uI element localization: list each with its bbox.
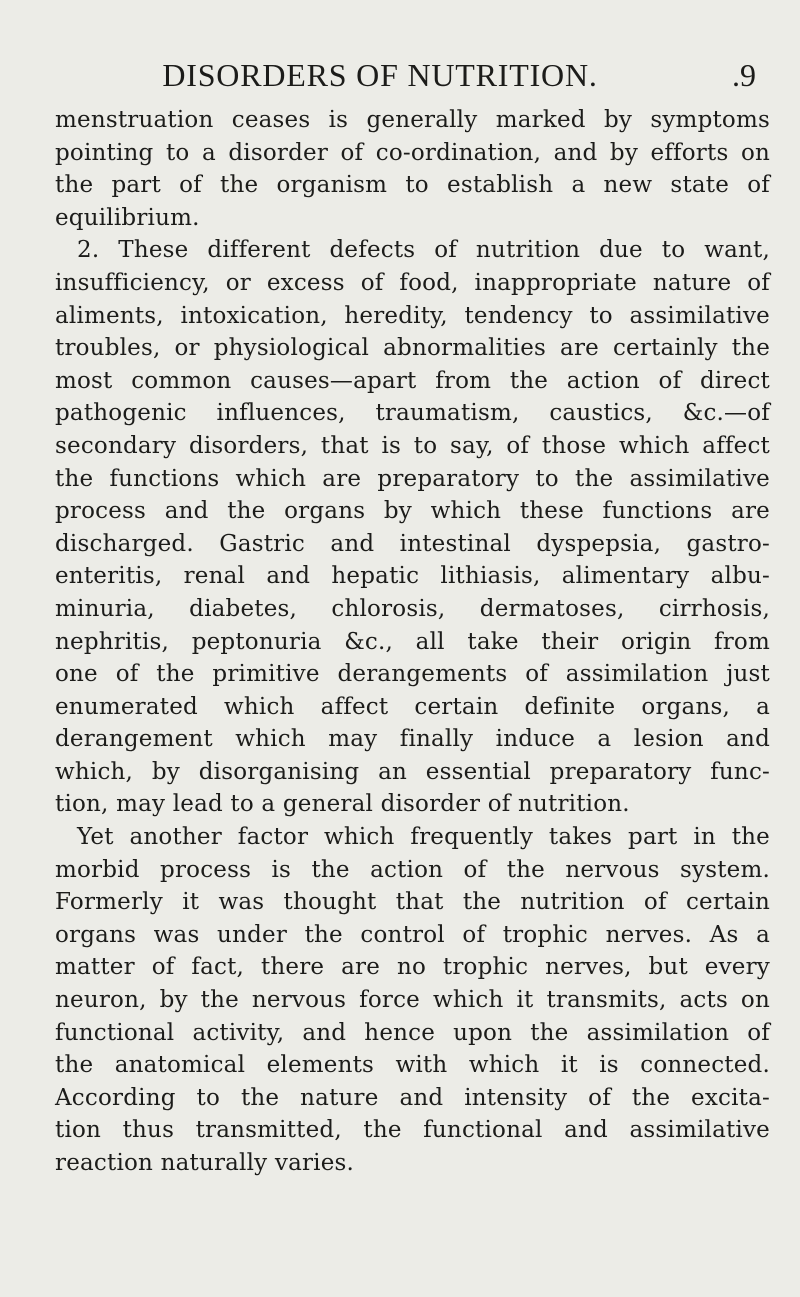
text-line: functional activity, and hence upon the assimilation of [55,1019,770,1046]
body-text [55,104,770,1180]
text-line: tion, may lead to a general disorder of nutrition. [55,791,630,818]
text-line: Formerly it was thought that the nutrition of certain [55,889,770,916]
text-line: organs was under the control of trophic nerves. As a [55,921,770,948]
text-line: insufficiency, or excess of food, inappropriate nature of [55,269,770,296]
text-line: the anatomical elements with which it is connected. [55,1052,770,1079]
text-line: most common causes—apart from the action of direct [55,367,770,394]
text-line: secondary disorders, that is to say, of those which affect [55,432,770,459]
text-line: neuron, by the nervous force which it transmits, acts on [55,987,770,1014]
text-line: morbid process is the action of the nervous system. [55,856,770,883]
page-header [0,55,800,95]
text-line: process and the organs by which these functions are [55,498,770,525]
text-line: the functions which are preparatory to the assimilative [55,465,770,492]
text-line: enteritis, renal and hepatic lithiasis, alimentary albu- [55,563,770,590]
text-line: aliments, intoxication, heredity, tendency to assimilative [55,302,770,329]
text-line: derangement which may finally induce a lesion and [55,726,770,753]
text-line: 2. These different defects of nutrition due to want, [77,237,770,264]
text-line: minuria, diabetes, chlorosis, dermatoses, cirrhosis, [55,595,770,622]
text-line: reaction naturally varies. [55,1150,355,1176]
text-line: the part of the organism to establish a new state of [55,172,770,199]
text-line: pathogenic influences, traumatism, caustics, &c.—of [55,400,770,427]
text-line: tion thus transmitted, the functional and assimilative [55,1117,770,1144]
page-number: .9 [732,57,756,93]
text-line: According to the nature and intensity of the excita- [55,1084,770,1111]
text-line: discharged. Gastric and intestinal dyspepsia, gastro- [55,530,770,557]
text-line: pointing to a disorder of co-ordination, and by efforts on [55,139,770,166]
text-line: equilibrium. [55,204,200,231]
text-line: nephritis, peptonuria &c., all take their origin from [55,628,770,655]
text-line: Yet another factor which frequently takes part in the [77,824,770,851]
text-line: one of the primitive derangements of assimilation just [55,661,770,688]
text-line: matter of fact, there are no trophic nerves, but every [55,954,770,981]
text-line: troubles, or physiological abnormalities are certainly the [55,335,770,362]
text-line: menstruation ceases is generally marked by symptoms [55,107,770,133]
running-title: DISORDERS OF NUTRITION. [162,57,598,93]
text-line: enumerated which affect certain definite organs, a [55,693,770,720]
text-line: which, by disorganising an essential preparatory func- [55,758,770,785]
